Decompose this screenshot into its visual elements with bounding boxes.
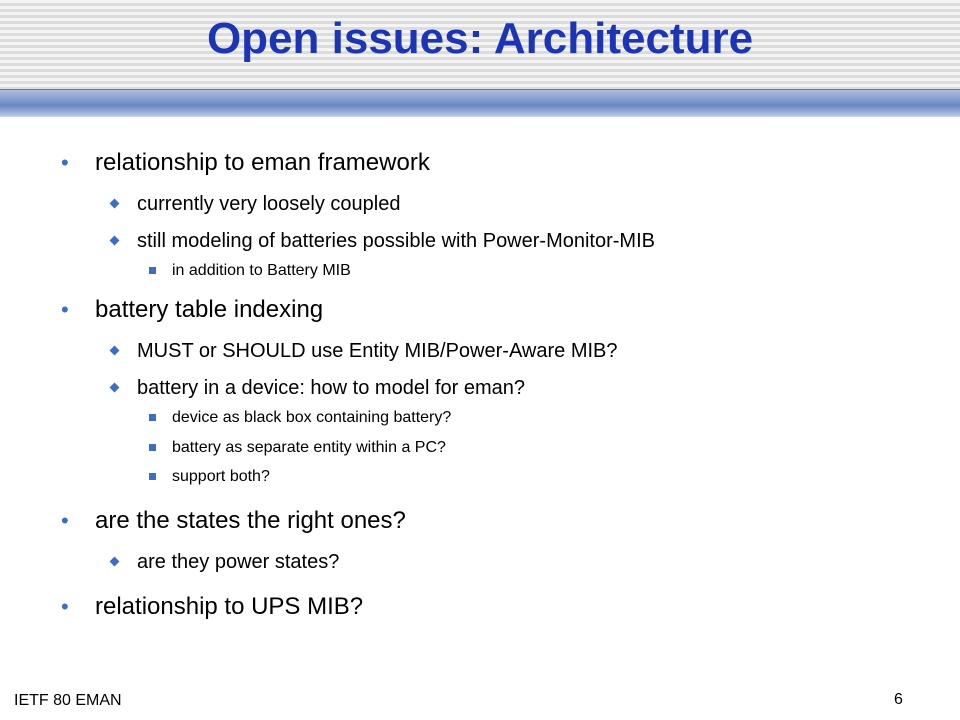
bullet-text: are they power states? (137, 551, 340, 573)
bullet-text: are the states the right ones? (95, 507, 406, 534)
square-bullet-icon (149, 267, 156, 274)
bullet-item (61, 296, 324, 324)
bullet-item (61, 507, 406, 535)
sub-bullet-item (137, 340, 618, 363)
diamond-bullet-icon (110, 557, 120, 567)
square-bullet-icon (149, 414, 156, 421)
round-bullet-icon: • (61, 150, 69, 175)
bullet-item (61, 149, 430, 177)
diamond-bullet-icon (110, 346, 120, 356)
sub-bullet-item (137, 230, 655, 253)
sub-bullet-item (137, 193, 400, 216)
diamond-bullet-icon (110, 236, 120, 246)
square-bullet-icon (149, 473, 156, 480)
bullet-text: still modeling of batteries possible with Power-Monitor-MIB (137, 230, 655, 252)
bullet-text: MUST or SHOULD use Entity MIB/Power-Aware MIB? (137, 340, 618, 362)
sub-bullet-item (137, 551, 339, 574)
round-bullet-icon: • (61, 594, 69, 619)
diamond-bullet-icon (110, 199, 120, 209)
title-underline-bar (0, 89, 960, 117)
sub-sub-bullet-item (172, 409, 451, 427)
bullet-text: battery table indexing (95, 296, 324, 323)
round-bullet-icon: • (61, 508, 69, 533)
square-bullet-icon (149, 444, 156, 451)
diamond-bullet-icon (110, 383, 120, 393)
sub-bullet-item (137, 377, 525, 400)
sub-sub-bullet-item (172, 468, 270, 486)
bullet-text: relationship to UPS MIB? (95, 593, 364, 620)
bullet-text: currently very loosely coupled (137, 193, 401, 215)
footer-text: IETF 80 EMAN (14, 692, 122, 709)
bullet-text: support both? (172, 468, 270, 485)
sub-sub-bullet-item (172, 439, 446, 457)
page-number: 6 (894, 691, 903, 708)
bullet-text: device as black box containing battery? (172, 409, 452, 426)
bullet-item (61, 593, 364, 621)
bullet-text: relationship to eman framework (95, 149, 430, 176)
round-bullet-icon: • (61, 297, 69, 322)
bullet-text: battery in a device: how to model for eman? (137, 377, 525, 399)
bullet-text: battery as separate entity within a PC? (172, 439, 446, 456)
slide-title: Open issues: Architecture (206, 14, 754, 63)
bullet-text: in addition to Battery MIB (172, 262, 351, 279)
sub-sub-bullet-item (172, 262, 351, 280)
